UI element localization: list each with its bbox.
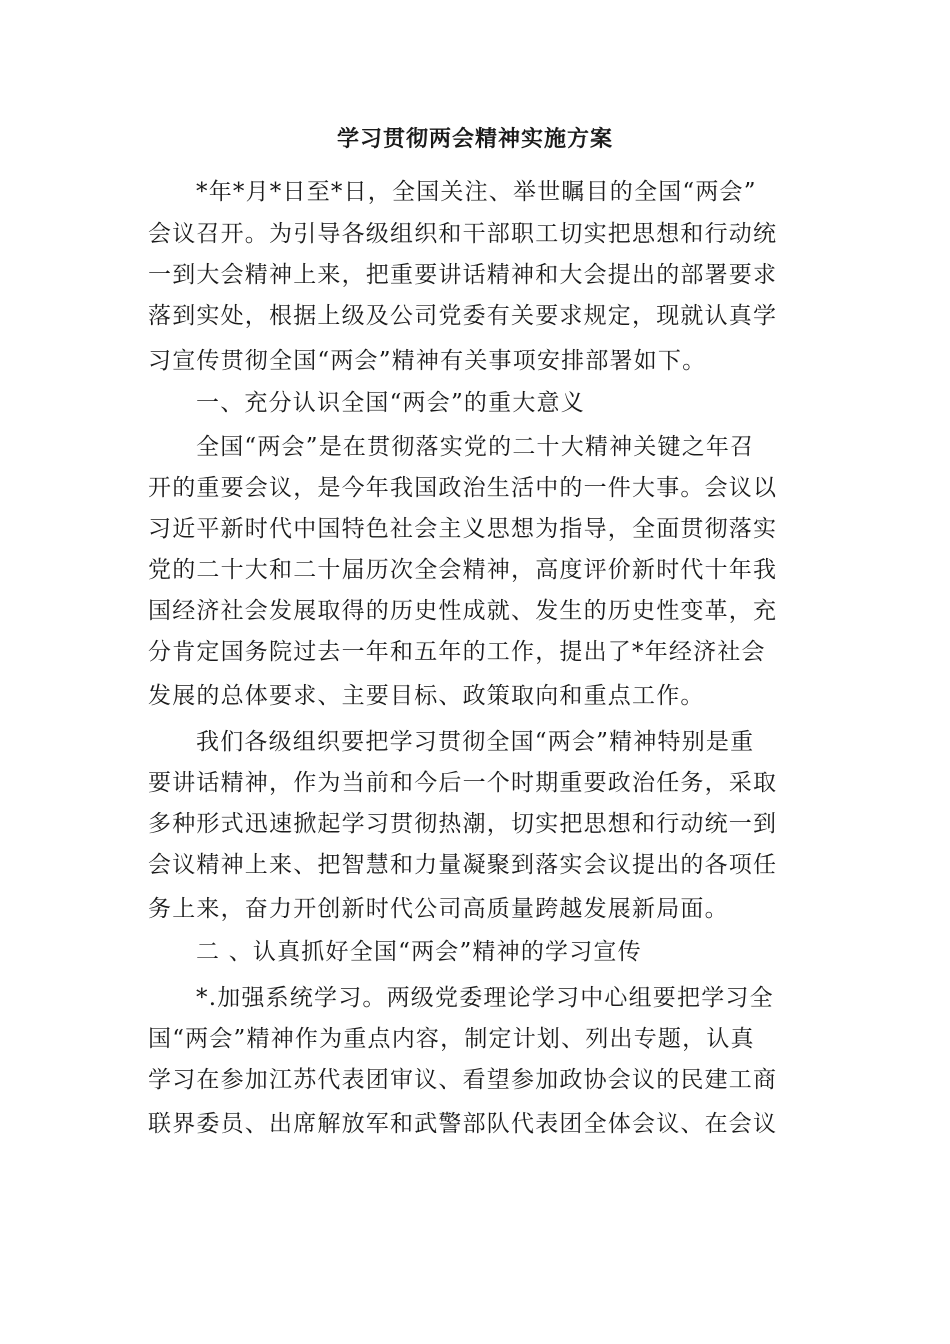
text-line: 全国“两会”是在贯彻落实党的二十大精神关键之年召 <box>196 434 755 460</box>
text-line: 习近平新时代中国特色社会主义思想为指导，全面贯彻落实 <box>148 516 778 542</box>
text-line: 多种形式迅速掀起学习贯彻热潮，切实把思想和行动统一到 <box>148 811 778 837</box>
text-line: 分肯定国务院过去一年和五年的工作，提出了*年经济社会 <box>148 639 766 665</box>
document-title: 学习贯彻两会精神实施方案 <box>336 127 613 152</box>
text-line: 一到大会精神上来，把重要讲话精神和大会提出的部署要求 <box>148 262 778 288</box>
section-heading: 一、充分认识全国“两会”的重大意义 <box>196 390 585 416</box>
text-line: *年*月*日至*日，全国关注、举世瞩目的全国“两会” <box>196 179 757 205</box>
section-heading: 二 、认真抓好全国“两会”精神的学习宣传 <box>196 939 642 965</box>
text-line: 要讲话精神，作为当前和今后一个时期重要政治任务，采取 <box>148 770 778 796</box>
text-line: 国“两会”精神作为重点内容，制定计划、列出专题，认真 <box>148 1026 755 1052</box>
text-line: 国经济社会发展取得的历史性成就、发生的历史性变革，充 <box>148 598 778 624</box>
text-line: 联界委员、出席解放军和武警部队代表团全体会议、在会议 <box>148 1111 778 1137</box>
text-line: 习宣传贯彻全国“两会”精神有关事项安排部署如下。 <box>148 348 707 374</box>
text-line: *.加强系统学习。两级党委理论学习中心组要把学习全 <box>196 985 774 1011</box>
text-line: 我们各级组织要把学习贯彻全国“两会”精神特别是重 <box>196 729 755 755</box>
text-line: 落到实处，根据上级及公司党委有关要求规定，现就认真学 <box>148 303 778 329</box>
text-line: 学习在参加江苏代表团审议、看望参加政协会议的民建工商 <box>148 1067 778 1093</box>
text-line: 会议召开。为引导各级组织和干部职工切实把思想和行动统 <box>148 221 778 247</box>
text-line: 务上来，奋力开创新时代公司高质量跨越发展新局面。 <box>148 896 729 922</box>
text-line: 党的二十大和二十届历次全会精神，高度评价新时代十年我 <box>148 557 778 583</box>
text-line: 发展的总体要求、主要目标、政策取向和重点工作。 <box>148 683 705 709</box>
text-line: 会议精神上来、把智慧和力量凝聚到落实会议提出的各项任 <box>148 852 778 878</box>
text-line: 开的重要会议，是今年我国政治生活中的一件大事。会议以 <box>148 475 778 501</box>
